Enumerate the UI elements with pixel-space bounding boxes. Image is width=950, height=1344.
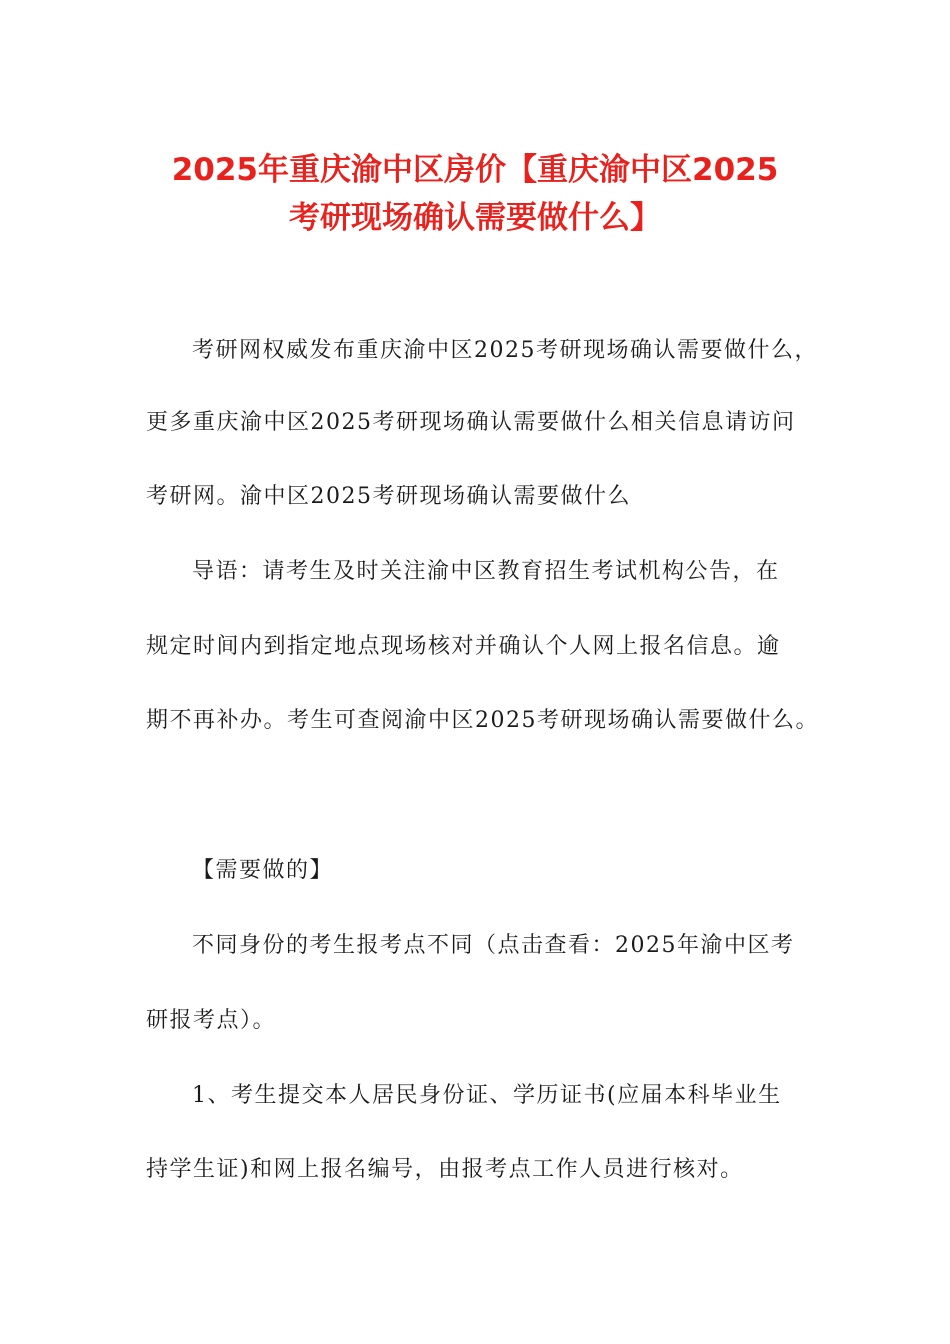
paragraph-2-line-1: 导语：请考生及时关注渝中区教育招生考试机构公告，在 bbox=[192, 559, 780, 584]
paragraph-3-line-1: 不同身份的考生报考点不同（点击查看：2025年渝中区考 bbox=[192, 933, 795, 958]
paragraph-4-line-1: 1、考生提交本人居民身份证、学历证书(应届本科毕业生 bbox=[192, 1083, 782, 1108]
paragraph-3-line-2: 研报考点）。 bbox=[146, 1008, 277, 1033]
paragraph-4-line-2: 持学生证)和网上报名编号，由报考点工作人员进行核对。 bbox=[146, 1157, 744, 1182]
paragraph-2-line-3: 期不再补办。考生可查阅渝中区2025考研现场确认需要做什么。 bbox=[146, 708, 819, 733]
paragraph-1-line-1: 考研网权威发布重庆渝中区2025考研现场确认需要做什么， bbox=[192, 338, 818, 363]
title-line-2: 考研现场确认需要做什么】 bbox=[289, 200, 661, 236]
document-title bbox=[100, 146, 850, 242]
title-line-1: 2025年重庆渝中区房价【重庆渝中区2025 bbox=[171, 152, 779, 188]
section-heading: 【需要做的】 bbox=[192, 858, 334, 883]
paragraph-2-line-2: 规定时间内到指定地点现场核对并确认个人网上报名信息。逾 bbox=[146, 634, 781, 659]
paragraph-1-line-3: 考研网。渝中区2025考研现场确认需要做什么 bbox=[146, 484, 631, 509]
paragraph-1-line-2: 更多重庆渝中区2025考研现场确认需要做什么相关信息请访问 bbox=[146, 410, 796, 435]
